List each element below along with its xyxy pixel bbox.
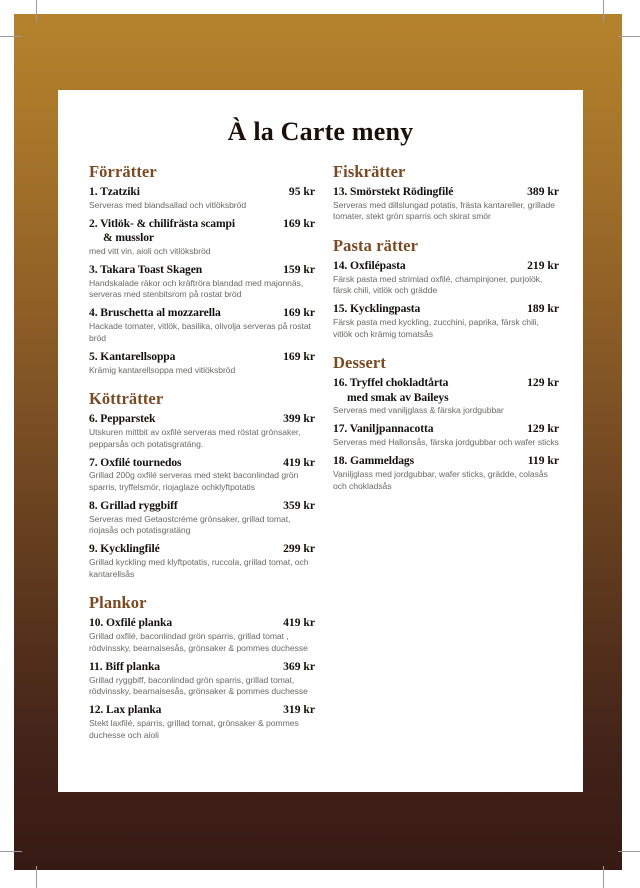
menu-item-description: Serveras med blandsallad och vitlöksbröd <box>89 199 247 210</box>
menu-item-head <box>333 454 559 468</box>
menu-item-description: med vitt vin, aioli och vitlöksbröd <box>89 245 211 256</box>
menu-item <box>89 263 315 301</box>
menu-item <box>333 185 559 223</box>
crop-mark-bottom-left-vertical <box>36 866 37 888</box>
menu-column-left <box>89 162 315 747</box>
menu-item-name: 11. Biff planka <box>89 659 160 673</box>
menu-item-price: 169 kr <box>283 349 315 363</box>
menu-item <box>89 350 315 376</box>
menu-item <box>89 542 315 580</box>
section-forratter <box>89 162 315 376</box>
menu-item-price: 95 kr <box>288 185 315 198</box>
menu-item-description: Grillad 200g oxfilé serveras med stekt baconlindad grön sparris, tryffelsmör, riojaglaze ochklyftpotatis <box>89 470 299 492</box>
menu-item-head <box>89 350 315 364</box>
menu-item <box>89 616 315 654</box>
menu-item-head <box>89 703 315 717</box>
menu-card <box>58 90 583 792</box>
section-pasta-ratter <box>333 236 559 340</box>
menu-item-name: 9. Kycklingfilé <box>89 542 160 556</box>
menu-item-name-line2: & musslor <box>103 231 154 245</box>
section-fiskratter <box>333 162 559 223</box>
menu-item-price: 419 kr <box>283 455 315 469</box>
menu-item <box>333 259 559 297</box>
menu-item-description: Grillad ryggbiff, baconlindad grön sparris, grillad tomat, rödvinssky, bearnaisesås, grönsaker & pommes duchesse <box>89 674 308 697</box>
menu-item-name <box>333 376 448 405</box>
menu-item-name-line2: med smak av Baileys <box>347 390 449 404</box>
crop-mark-bottom-right-horizontal <box>618 851 640 852</box>
menu-item-name: 17. Vaniljpannacotta <box>333 422 434 436</box>
menu-item <box>89 456 315 494</box>
menu-item-name: 1. Tzatziki <box>89 185 140 198</box>
menu-item-price: 319 kr <box>283 703 315 717</box>
menu-item-head <box>333 185 559 199</box>
menu-item-name: 5. Kantarellsoppa <box>89 349 176 363</box>
crop-mark-top-left-horizontal <box>0 36 22 37</box>
crop-mark-bottom-right-vertical <box>603 866 604 888</box>
menu-item-description: Färsk pasta med kyckling, zucchini, paprika, färsk chili, vitlök och krämig tomatsås <box>333 317 539 339</box>
menu-item-description: Serveras med Getaostcréme grönsaker, grillad tomat, riojasås och potatisgratäng <box>89 513 291 536</box>
menu-item-head <box>333 302 559 316</box>
menu-item-description: Grillad kyckling med klyftpotatis, ruccola, grillad tomat, och kantarellsås <box>89 557 309 579</box>
menu-item-price: 129 kr <box>527 376 559 390</box>
menu-item-name <box>89 217 235 246</box>
menu-item-description: Vaniljglass med jordgubbar, wafer sticks, grädde, colasås och chokladsås <box>333 469 548 491</box>
menu-item-price: 169 kr <box>283 216 315 230</box>
menu-item-price: 159 kr <box>283 262 315 276</box>
menu-item-description: Utskuren mittbit av oxfilé serveras med röstat grönsaker, pepparsås och potatisgratäng. <box>89 426 301 449</box>
menu-item <box>333 454 559 492</box>
menu-item-description: Serveras med dillslungad potatis, frästa kantareller, grillade tomater, stekt grön sparris och skirat smör <box>333 199 555 222</box>
menu-item-head <box>89 217 315 246</box>
menu-item-name: 12. Lax planka <box>89 703 162 717</box>
menu-item-name: 10. Oxfilé planka <box>89 616 173 630</box>
menu-item <box>333 422 559 448</box>
menu-item <box>89 412 315 450</box>
menu-item-description: Serveras med vaniljglass & färska jordgubbar <box>333 405 504 416</box>
menu-item-name: 6. Pepparstek <box>89 412 156 426</box>
menu-item <box>89 499 315 537</box>
section-heading: Förrätter <box>89 162 157 181</box>
menu-item-price: 299 kr <box>283 542 315 556</box>
menu-item-head <box>89 542 315 556</box>
section-heading: Fiskrätter <box>333 162 406 181</box>
menu-item-price: 399 kr <box>283 412 315 426</box>
section-plankor <box>89 593 315 741</box>
menu-item-price: 169 kr <box>283 306 315 320</box>
section-kottratter <box>89 389 315 580</box>
menu-item-name-line1: 2. Vitlök- & chilifrästa scampi <box>89 216 235 230</box>
menu-item-description: Grillad oxfilé, baconlindad grön sparris, grillad tomat , rödvinssky, bearnaisesås, grönsaker & pommes duchesse <box>89 631 308 653</box>
menu-item-head <box>89 660 315 674</box>
menu-item-price: 189 kr <box>527 302 559 316</box>
menu-item-name: 14. Oxfilépasta <box>333 258 406 272</box>
menu-item <box>89 185 315 211</box>
menu-item-name: 8. Grillad ryggbiff <box>89 499 178 513</box>
menu-item-description: Färsk pasta med strimlad oxfilé, champinjoner, purjolök, färsk chili, vitlök och grädde <box>333 273 543 296</box>
crop-mark-bottom-left-horizontal <box>0 851 22 852</box>
menu-column-right <box>333 162 559 747</box>
menu-item-price: 219 kr <box>527 258 559 272</box>
menu-item-price: 369 kr <box>283 659 315 673</box>
menu-item-description: Hackade tomater, vitlök, basilika, olivolja serveras på rostat bröd <box>89 321 311 343</box>
menu-item-price: 389 kr <box>527 185 559 198</box>
menu-item <box>89 660 315 698</box>
menu-item <box>333 302 559 340</box>
crop-mark-top-right-vertical <box>603 0 604 22</box>
menu-item-head <box>333 422 559 436</box>
menu-item-description: Handskalade räkor och kräftröra blandad med majonnäs, serveras med stenbitsrom på rostat bröd <box>89 277 304 300</box>
menu-item-description: Stekt laxfilé, sparris, grillad tomat, grönsaker & pommes duchesse och aioli <box>89 718 299 740</box>
section-dessert <box>333 353 559 492</box>
page-title: À la Carte meny <box>227 117 414 146</box>
menu-item <box>89 703 315 741</box>
menu-columns <box>89 162 559 747</box>
menu-item-description: Krämig kantarellsoppa med vitlöksbröd <box>89 364 236 375</box>
menu-item-head <box>89 306 315 320</box>
menu-item-price: 129 kr <box>527 422 559 436</box>
menu-item-price: 119 kr <box>527 454 559 468</box>
menu-item-head <box>89 263 315 277</box>
menu-item-name: 3. Takara Toast Skagen <box>89 262 203 276</box>
section-heading: Dessert <box>333 353 386 373</box>
menu-item-name: 15. Kycklingpasta <box>333 302 421 316</box>
menu-item-name-line1: 16. Tryffel chokladtårta <box>333 376 449 390</box>
section-heading: Plankor <box>89 593 147 613</box>
menu-item-name: 4. Bruschetta al mozzarella <box>89 306 221 320</box>
section-heading: Pasta rätter <box>333 235 419 255</box>
menu-item <box>89 306 315 344</box>
section-heading: Kötträtter <box>89 389 164 409</box>
menu-item-name: 7. Oxfilé tournedos <box>89 455 182 469</box>
menu-item-head <box>89 499 315 513</box>
menu-item-name: 18. Gammeldags <box>333 454 415 468</box>
menu-item-head <box>89 185 315 199</box>
crop-mark-top-left-vertical <box>36 0 37 22</box>
menu-item-description: Serveras med Hallonsås, färska jordgubbar och wafer sticks <box>333 437 559 448</box>
menu-item-head <box>89 456 315 470</box>
menu-item <box>333 376 559 417</box>
menu-item-head <box>89 412 315 426</box>
menu-item-head <box>333 259 559 273</box>
menu-item-head <box>333 376 559 405</box>
menu-item-price: 359 kr <box>283 499 315 513</box>
menu-item <box>89 217 315 258</box>
menu-item-head <box>89 616 315 630</box>
crop-mark-top-right-horizontal <box>618 36 640 37</box>
menu-item-price: 419 kr <box>283 616 315 630</box>
menu-item-name: 13. Smörstekt Rödingfilé <box>333 185 454 198</box>
